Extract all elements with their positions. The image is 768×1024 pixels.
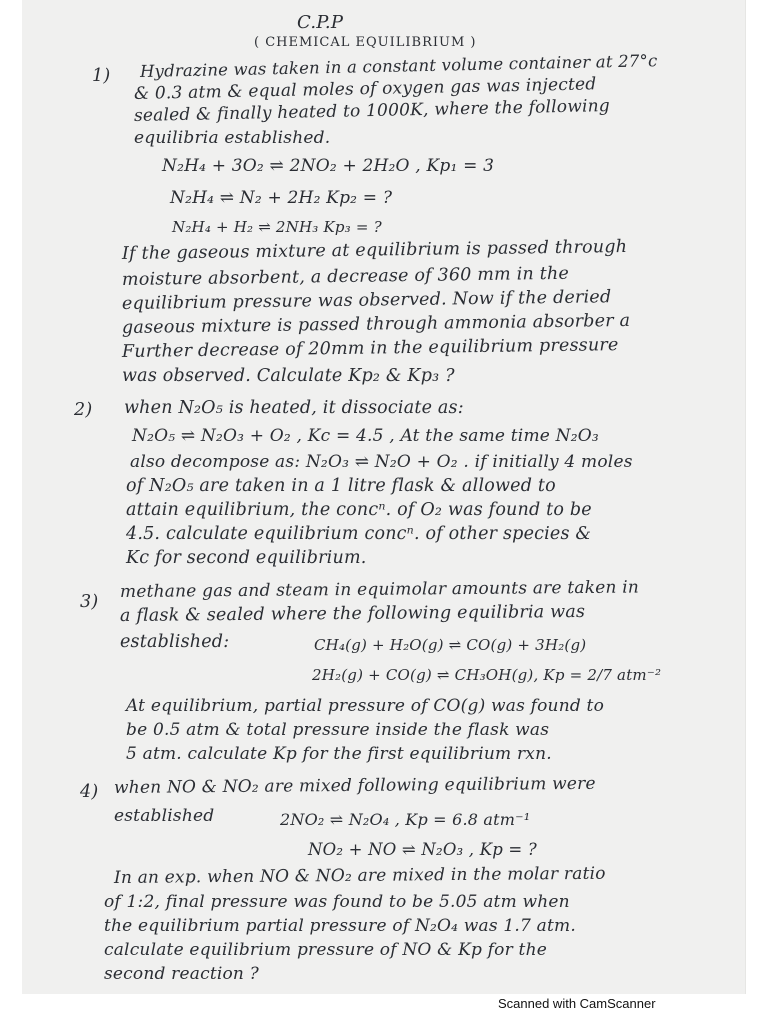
- question-2-number: 2): [74, 400, 93, 420]
- q4-equation: 2NO₂ ⇌ N₂O₄ , Kp = 6.8 atm⁻¹: [280, 810, 531, 829]
- q1-body-line: Further decrease of 20mm in the equilibrium pressure: [121, 335, 619, 362]
- q3-line: a flask & sealed where the following equilibria was: [119, 601, 586, 626]
- q3-body-line: At equilibrium, partial pressure of CO(g) was found to: [126, 696, 605, 716]
- q2-line: of N₂O₅ are taken in a 1 litre flask & allowed to: [126, 476, 556, 496]
- question-4-number: 4): [80, 782, 99, 802]
- q4-body-line: of 1:2, final pressure was found to be 5.05 atm when: [104, 892, 570, 912]
- page-title: C.P.P: [297, 12, 344, 33]
- q1-line: Hydrazine was taken in a constant volume container at 27°c: [139, 51, 658, 81]
- q2-line: 4.5. calculate equilibrium concⁿ. of other species &: [126, 524, 592, 544]
- q4-line: when NO & NO₂ are mixed following equilibrium were: [113, 773, 596, 798]
- q1-line: sealed & finally heated to 1000K, where the following: [133, 96, 611, 126]
- q2-line: attain equilibrium, the concⁿ. of O₂ was found to be: [126, 500, 592, 520]
- question-1-number: 1): [92, 66, 111, 86]
- q1-body-line: gaseous mixture is passed through ammonia absorber a: [121, 310, 631, 338]
- q4-body-line: second reaction ?: [104, 964, 259, 984]
- q3-equation: CH₄(g) + H₂O(g) ⇌ CO(g) + 3H₂(g): [314, 636, 587, 654]
- q1-body-line: If the gaseous mixture at equilibrium is passed through: [121, 236, 628, 264]
- q1-equation: N₂H₄ + 3O₂ ⇌ 2NO₂ + 2H₂O , Kp₁ = 3: [162, 156, 495, 176]
- q3-body-line: 5 atm. calculate Kp for the first equilibrium rxn.: [126, 744, 552, 764]
- q2-line: Kc for second equilibrium.: [126, 548, 367, 568]
- page-subtitle: ( CHEMICAL EQUILIBRIUM ): [254, 35, 477, 50]
- q3-equation: 2H₂(g) + CO(g) ⇌ CH₃OH(g), Kp = 2/7 atm⁻²: [312, 666, 662, 684]
- scanned-page: [22, 0, 746, 994]
- q4-body-line: In an exp. when NO & NO₂ are mixed in the molar ratio: [113, 863, 606, 888]
- q3-line: established:: [120, 632, 230, 652]
- q1-line: equilibria established.: [134, 128, 331, 148]
- q4-equation: NO₂ + NO ⇌ N₂O₃ , Kp = ?: [308, 840, 537, 859]
- question-3-number: 3): [80, 592, 99, 612]
- q1-equation: N₂H₄ ⇌ N₂ + 2H₂ Kp₂ = ?: [170, 188, 393, 208]
- q2-line: N₂O₅ ⇌ N₂O₃ + O₂ , Kc = 4.5 , At the same time N₂O₃: [132, 426, 599, 446]
- scanner-watermark: Scanned with CamScanner: [498, 996, 656, 1011]
- q2-line: also decompose as: N₂O₃ ⇌ N₂O + O₂ . if initially 4 moles: [130, 452, 633, 472]
- q1-line: & 0.3 atm & equal moles of oxygen gas was injected: [133, 74, 597, 104]
- q2-line: when N₂O₅ is heated, it dissociate as:: [124, 398, 464, 418]
- q3-line: methane gas and steam in equimolar amounts are taken in: [119, 577, 640, 602]
- q3-body-line: be 0.5 atm & total pressure inside the flask was: [126, 720, 550, 740]
- q4-line: established: [114, 806, 215, 826]
- q1-body-line: was observed. Calculate Kp₂ & Kp₃ ?: [122, 366, 455, 386]
- q4-body-line: calculate equilibrium pressure of NO & Kp for the: [104, 940, 547, 960]
- q1-body-line: equilibrium pressure was observed. Now if the deried: [121, 287, 612, 314]
- q4-body-line: the equilibrium partial pressure of N₂O₄ was 1.7 atm.: [104, 916, 576, 936]
- q1-body-line: moisture absorbent, a decrease of 360 mm in the: [121, 263, 570, 290]
- q1-equation: N₂H₄ + H₂ ⇌ 2NH₃ Kp₃ = ?: [172, 218, 382, 236]
